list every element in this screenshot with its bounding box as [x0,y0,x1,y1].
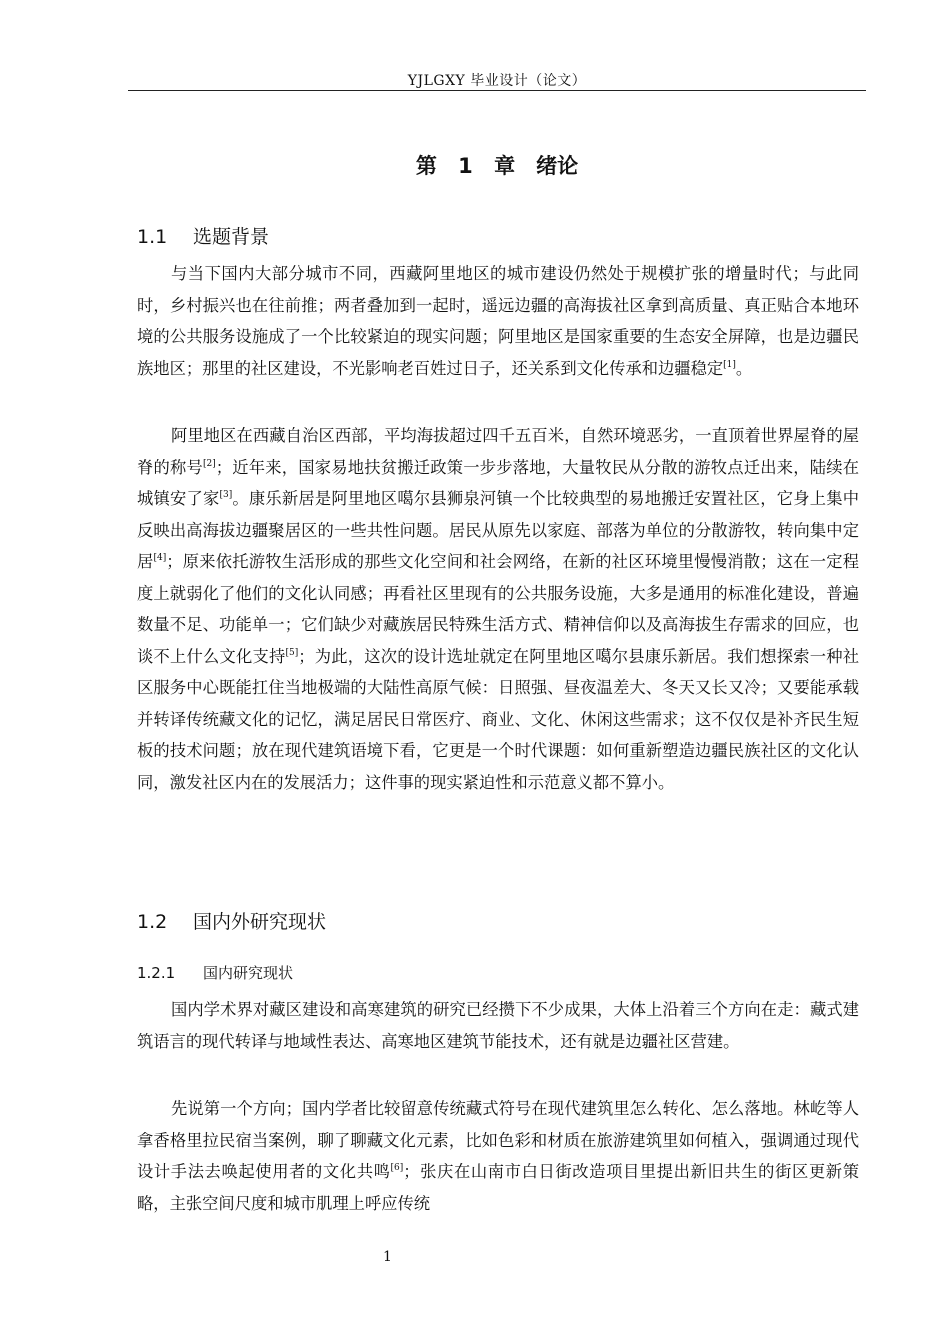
paragraph: 国内学术界对藏区建设和高寒建筑的研究已经攒下不少成果，大体上沿着三个方向在走：藏式建筑语言的现代转译与地域性表达、高寒地区建筑节能技术，还有就是边疆社区营建。 [137,1000,859,1051]
subsection-title: 国内研究现状 [203,964,294,982]
citation: [2] [203,458,216,469]
header-rule [128,90,866,91]
citation: [4] [153,553,167,563]
paragraph: 与当下国内大部分城市不同，西藏阿里地区的城市建设仍然处于规模扩张的增量时代；与此同时，乡村振兴也在往前推；两者叠加到一起时，遥远边疆的高海拔社区拿到高质量、真正贴合本地环境的公共服务设施成了一个比较紧迫的现实问题；阿里地区是国家重要的生态安全屏障，也是边疆民族地区；那里的社区建设，不光影响老百姓过日子，还关系到文化传承和边疆稳定[1]。 [137,264,859,378]
subsection-number: 1.2.1 [137,964,176,982]
section-number: 1.1 [137,226,168,248]
section-heading-1-1 [137,222,269,249]
section-title: 国内外研究现状 [193,911,327,933]
citation: [5] [285,647,299,658]
section-title: 选题背景 [193,226,270,248]
page-number: 1 [383,1249,392,1265]
citation: [3] [219,490,233,500]
subsection-heading-1-2-1 [137,962,293,983]
paragraph: 先说第一个方向；国内学者比较留意传统藏式符号在现代建筑里怎么转化、怎么落地。林屹等人拿香格里拉民宿当案例，聊了聊藏文化元素，比如色彩和材质在旅游建筑里如何植入，强调通过现代设计手法去唤起使用者的文化共鸣[6]；张庆在山南市白日街改造项目里提出新旧共生的街区更新策略，主张空间尺度和城市肌理上呼应传统 [137,1099,859,1213]
citation: [6] [390,1163,404,1173]
section-number: 1.2 [137,911,168,933]
running-header: YJLGXY 毕业设计（论文） [407,73,587,89]
citation: [1] [723,359,736,370]
paragraph: 阿里地区在西藏自治区西部，平均海拔超过四千五百米，自然环境恶劣，一直顶着世界屋脊的屋脊的称号[2]；近年来，国家易地扶贫搬迁政策一步步落地，大量牧民从分散的游牧点迁出来，陆续在城镇安了家[3]。康乐新居是阿里地区噶尔县狮泉河镇一个比较典型的易地搬迁安置社区，它身上集中反映出高海拔边疆聚居区的一些共性问题。居民从原先以家庭、部落为单位的分散游牧，转向集中定居[4]；原来依托游牧生活形成的那些文化空间和社会网络，在新的社区环境里慢慢消散；这在一定程度上就弱化了他们的文化认同感；再看社区里现有的公共服务设施，大多是通用的标准化建设，普遍数量不足、功能单一；它们缺少对藏族居民特殊生活方式、精神信仰以及高海拔生存需求的回应，也谈不上什么文化支持[5]；为此，这次的设计选址就定在阿里地区噶尔县康乐新居。我们想探索一种社区服务中心既能扛住当地极端的大陆性高原气候：日照强、昼夜温差大、冬天又长又冷；又要能承载并转译传统藏文化的记忆，满足居民日常医疗、商业、文化、休闲这些需求；这不仅仅是补齐民生短板的技术问题；放在现代建筑语境下看，它更是一个时代课题：如何重新塑造边疆民族社区的文化认同，激发社区内在的发展活力；这件事的现实紧迫性和示范意义都不算小。 [137,426,859,792]
chapter-title: 第 1 章 绪论 [415,154,579,178]
section-heading-1-2 [137,907,326,934]
